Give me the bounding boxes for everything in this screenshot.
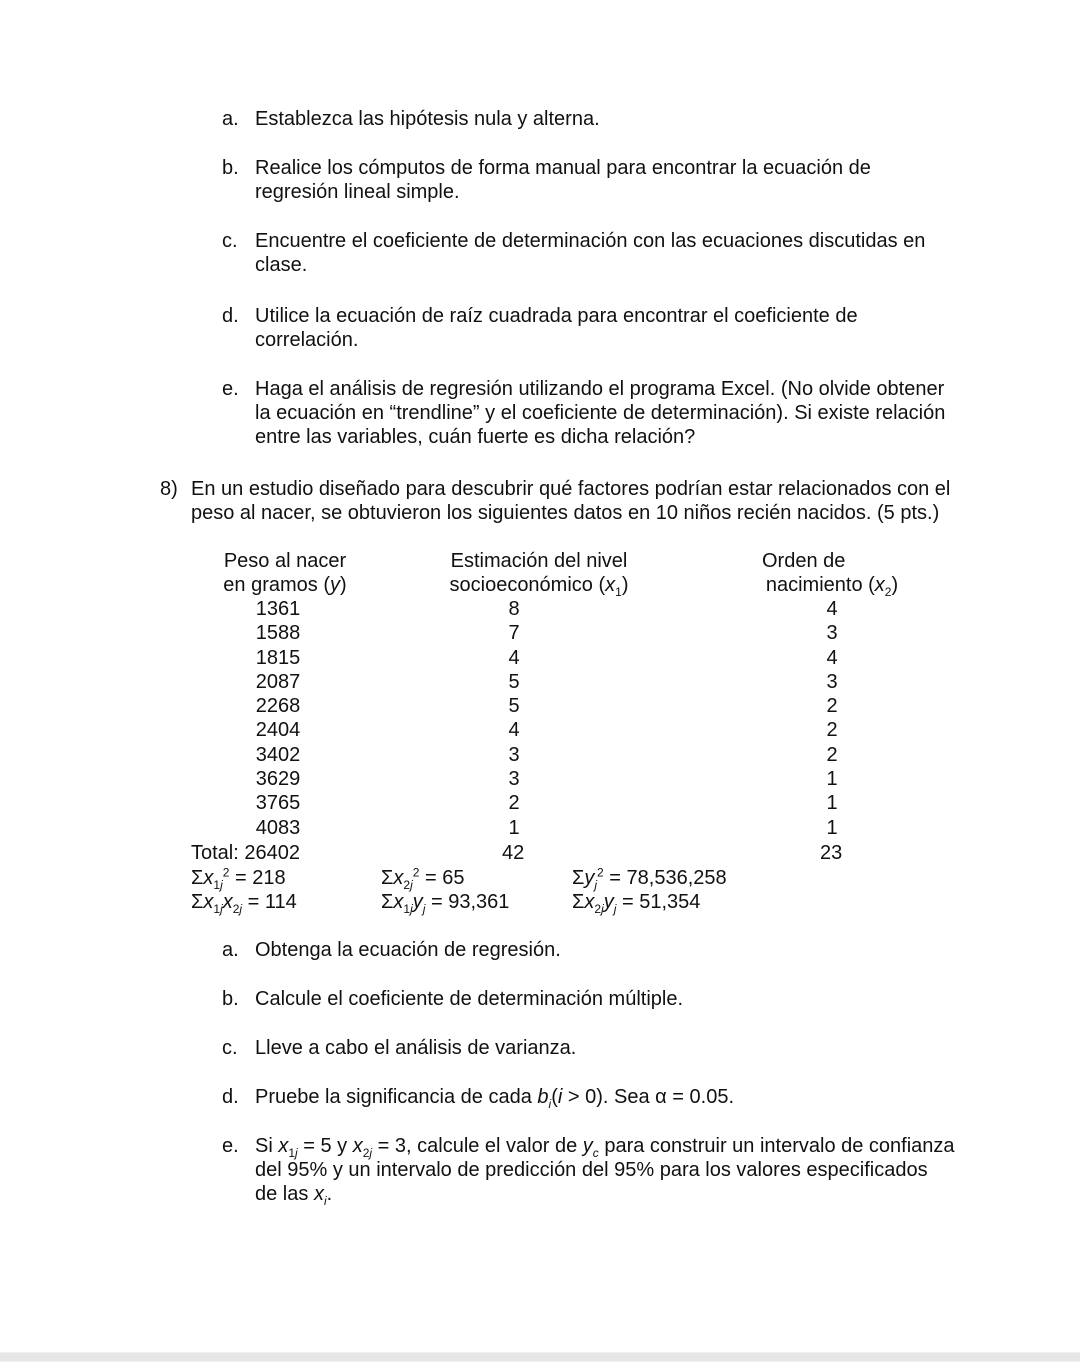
item-label: a.	[222, 108, 239, 130]
sum-x1-squared: $\Sigma x_{1j}^2 = 218$	[191, 865, 286, 892]
cell-y: 1361	[255, 598, 301, 620]
sum-x2-squared: $\Sigma x_{2j}^2 = 65$	[381, 865, 465, 892]
sum-x1-x2: $\Sigma x_{1j}x_{2j} = 114$	[191, 891, 297, 916]
header-x1	[430, 549, 648, 597]
cell-y: 2268	[255, 695, 301, 718]
header-line1: Orden de	[762, 550, 846, 572]
column-x2	[812, 597, 852, 840]
cell-x2: 4	[826, 646, 838, 669]
cell-x2: 3	[826, 670, 838, 693]
cell-x1: 4	[508, 646, 520, 669]
header-y	[205, 549, 365, 597]
cell-x2: 4	[826, 598, 838, 620]
sum-x2-y: $\Sigma x_{2j}y_j = 51,354$	[572, 891, 701, 916]
item-label: c.	[222, 230, 238, 252]
cell-x1: 4	[508, 719, 520, 742]
question-text: En un estudio diseñado para descubrir qué factores podrían estar relacionados con el peso al nacer, se obtuvieron los siguientes datos en 10 niños recién nacidos. (5 pts.)	[191, 478, 951, 524]
item-text: Lleve a cabo el análisis de varianza.	[255, 1037, 577, 1059]
cell-x1: 5	[508, 670, 520, 693]
cell-x1: 8	[508, 598, 520, 620]
sum-x1-y: $\Sigma x_{1j}y_j = 93,361$	[381, 891, 510, 916]
header-line1: Estimación del nivel	[450, 550, 628, 572]
cell-x1: 3	[508, 743, 520, 766]
cell-y: 3765	[255, 792, 301, 815]
item-label: d.	[222, 305, 239, 327]
item-text: Calcule el coeficiente de determinación múltiple.	[255, 988, 684, 1010]
cell-y: 2404	[255, 719, 301, 742]
total-x1: 42	[502, 842, 525, 864]
bottom-scroll-bar	[0, 1352, 1080, 1362]
item-label: c.	[222, 1037, 238, 1059]
item-text: Utilice la ecuación de raíz cuadrada para encontrar el coeficiente de correlación.	[255, 305, 858, 351]
column-x1	[494, 597, 534, 840]
cell-x2: 2	[826, 719, 838, 742]
header-line2: nacimiento $(x_2)$	[765, 574, 899, 599]
cell-y: 1588	[255, 622, 301, 645]
item-label: d.	[222, 1086, 239, 1108]
question-number: 8)	[160, 478, 178, 500]
total-x2: 23	[820, 842, 843, 864]
cell-x1: 1	[508, 816, 520, 839]
cell-y: 1815	[255, 646, 301, 669]
cell-y: 2087	[255, 670, 301, 693]
total-y: Total: 26402	[191, 842, 300, 864]
cell-y: 3629	[255, 768, 301, 791]
cell-x2: 3	[826, 622, 838, 645]
header-line1: Peso al nacer	[223, 550, 347, 572]
cell-y: 3402	[255, 743, 301, 766]
item-label: e.	[222, 1135, 239, 1157]
header-line2: en gramos (y)	[223, 574, 347, 596]
item-text: Si $x_{1j} = 5$ y $x_{2j} = 3$, calcule el valor de $y_c$ para construir un intervalo de confianza del 95% y un intervalo de predicción del 95% para los valores especificados de las $x_i$.	[255, 1135, 955, 1208]
cell-x1: 3	[508, 768, 520, 791]
sum-y-squared: $\Sigma y_j^2 = 78,536,258$	[572, 865, 727, 892]
cell-x1: 7	[508, 622, 520, 645]
cell-y: 4083	[255, 816, 301, 839]
item-label: b.	[222, 988, 239, 1010]
item-label: e.	[222, 378, 239, 400]
cell-x1: 2	[508, 792, 520, 815]
item-text: Encuentre el coeficiente de determinación con las ecuaciones discutidas en clase.	[255, 230, 926, 276]
cell-x2: 2	[826, 743, 838, 766]
cell-x2: 1	[826, 792, 838, 815]
item-text: Obtenga la ecuación de regresión.	[255, 939, 561, 961]
header-line2: socioeconómico $(x_1)$	[449, 574, 629, 599]
cell-x1: 5	[508, 695, 520, 718]
item-label: b.	[222, 157, 239, 179]
item-text: Haga el análisis de regresión utilizando el programa Excel. (No olvide obtener la ecuación en “trendline” y el coeficiente de determinación). Si existe relación entre las variables, cuán fuerte es dicha relación?	[255, 378, 946, 448]
cell-x2: 2	[826, 695, 838, 718]
column-y	[238, 597, 318, 840]
item-text: Realice los cómputos de forma manual para encontrar la ecuación de regresión lineal simple.	[255, 157, 871, 203]
cell-x2: 1	[826, 816, 838, 839]
item-text: Establezca las hipótesis nula y alterna.	[255, 108, 600, 130]
header-x2	[752, 549, 912, 597]
item-label: a.	[222, 939, 239, 961]
item-text: Pruebe la significancia de cada $b_i(i > 0)$. Sea α = 0.05.	[255, 1086, 734, 1111]
cell-x2: 1	[826, 768, 838, 791]
